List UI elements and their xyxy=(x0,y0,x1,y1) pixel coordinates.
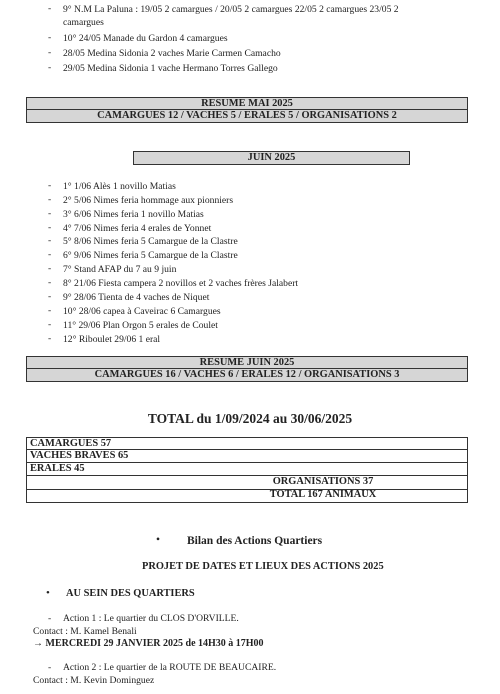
list-dash: - xyxy=(48,319,52,330)
june-header: JUIN 2025 xyxy=(133,151,410,165)
date-1 xyxy=(33,638,264,649)
list-item: 28/05 Medina Sidonia 2 vaches Marie Carmen Camacho xyxy=(63,48,281,59)
list-dash: - xyxy=(48,208,52,219)
list-item: 6° 9/06 Nimes feria 5 Camargue de la Clastre xyxy=(63,250,238,261)
bullet-icon: • xyxy=(46,587,50,599)
action-2: Action 2 : Le quartier de la ROUTE DE BEAUCAIRE. xyxy=(63,662,277,673)
list-item: 8° 21/06 Fiesta campera 2 novillos et 2 vaches frères Jalabert xyxy=(63,278,299,289)
list-item: 3° 6/06 Nimes feria 1 novillo Matias xyxy=(63,209,204,220)
list-item: 11° 29/06 Plan Orgon 5 erales de Coulet xyxy=(63,320,218,331)
list-dash: - xyxy=(48,277,52,288)
list-item: 5° 8/06 Nimes feria 5 Camargue de la Clastre xyxy=(63,236,238,247)
contact-1: Contact : M. Kamel Benali xyxy=(33,626,137,637)
may-summary-title: RESUME MAI 2025 xyxy=(26,97,468,110)
list-dash: - xyxy=(48,180,52,191)
list-dash: - xyxy=(48,613,52,624)
june-summary-title: RESUME JUIN 2025 xyxy=(26,356,468,369)
list-item: 29/05 Medina Sidonia 1 vache Hermano Torres Gallego xyxy=(63,63,278,74)
list-dash: - xyxy=(48,662,52,673)
totals-row xyxy=(26,450,468,463)
list-item: 4° 7/06 Nimes feria 4 erales de Yonnet xyxy=(63,223,212,234)
totals-row xyxy=(26,463,468,476)
totals-vaches: VACHES BRAVES 65 xyxy=(30,450,129,461)
date-1-text: MERCREDI 29 JANVIER 2025 de 14H30 à 17H00 xyxy=(45,638,264,649)
list-dash: - xyxy=(48,249,52,260)
list-dash: - xyxy=(48,291,52,302)
totals-erales: ERALES 45 xyxy=(30,463,85,474)
contact-2: Contact : M. Kevin Dominguez xyxy=(33,675,155,686)
list-item: 9° 28/06 Tienta de 4 vaches de Niquet xyxy=(63,292,210,303)
bilan-heading: Bilan des Actions Quartiers xyxy=(187,535,323,547)
list-dash: - xyxy=(48,62,52,73)
list-item: 10° 28/06 capea à Caveirac 6 Camargues xyxy=(63,306,221,317)
list-item: 10° 24/05 Manade du Gardon 4 camargues xyxy=(63,33,228,44)
list-dash: - xyxy=(48,333,52,344)
list-item: 7° Stand AFAP du 7 au 9 juin xyxy=(63,264,177,275)
totals-row xyxy=(26,489,468,503)
action-1: Action 1 : Le quartier du CLOS D'ORVILLE. xyxy=(63,613,239,624)
arrow-right-icon: → xyxy=(33,638,43,649)
totals-animaux: TOTAL 167 ANIMAUX xyxy=(269,489,377,500)
totals-row xyxy=(26,476,468,490)
list-dash: - xyxy=(48,194,52,205)
totals-camargues: CAMARGUES 57 xyxy=(30,438,112,449)
list-dash: - xyxy=(48,222,52,233)
june-summary-line: CAMARGUES 16 / VACHES 6 / ERALES 12 / ORGANISATIONS 3 xyxy=(26,368,468,382)
list-item: camargues xyxy=(63,17,104,28)
totals-organisations: ORGANISATIONS 37 xyxy=(272,476,374,487)
total-title: TOTAL du 1/09/2024 au 30/06/2025 xyxy=(147,411,353,426)
list-item: 2° 5/06 Nimes feria hommage aux pionniers xyxy=(63,195,234,206)
list-dash: - xyxy=(48,47,52,58)
list-dash: - xyxy=(48,263,52,274)
bilan-subheading: PROJET DE DATES ET LIEUX DES ACTIONS 2025 xyxy=(142,561,384,572)
section-heading: AU SEIN DES QUARTIERS xyxy=(66,588,195,599)
list-dash: - xyxy=(48,235,52,246)
list-item: 12° Riboulet 29/06 1 eral xyxy=(63,334,161,345)
bullet-icon: • xyxy=(156,534,161,546)
totals-row xyxy=(26,437,468,450)
list-dash: - xyxy=(48,3,52,14)
list-item: 1° 1/06 Alès 1 novillo Matias xyxy=(63,181,176,192)
may-summary-line: CAMARGUES 12 / VACHES 5 / ERALES 5 / ORGANISATIONS 2 xyxy=(26,109,468,123)
list-item: 9° N.M La Paluna : 19/05 2 camargues / 20/05 2 camargues 22/05 2 camargues 23/05 2 xyxy=(63,4,399,15)
list-dash: - xyxy=(48,305,52,316)
list-dash: - xyxy=(48,32,52,43)
